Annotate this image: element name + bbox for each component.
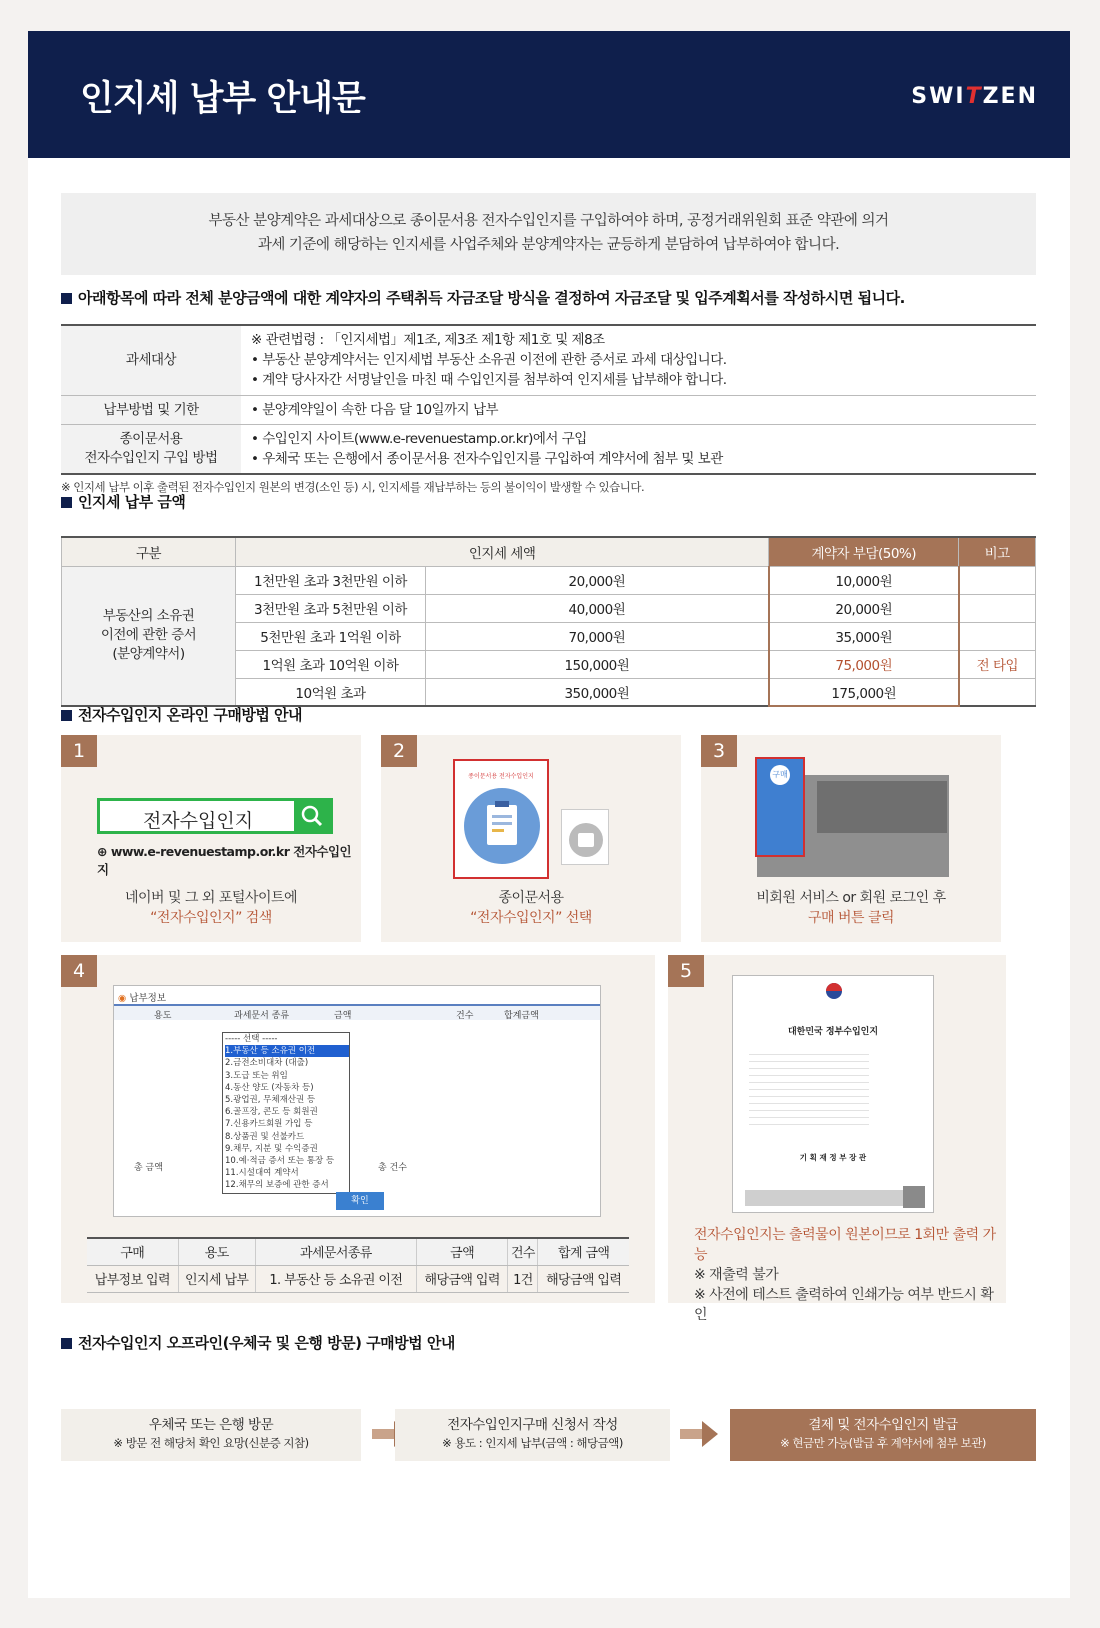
arrow-right-icon [680, 1419, 720, 1449]
purchase-method-content [241, 424, 1036, 474]
reissue-warning-note: ※ 인지세 납부 이후 출력된 전자수입인지 원본의 변경(소인 등) 시, 인지세를 재납부하는 등의 불이익이 발생할 수 있습니다. [61, 480, 645, 494]
header-cell: 구매 [87, 1238, 178, 1265]
form-header-cell: 금액 [334, 1011, 352, 1021]
caption-line-2: “전자수입인지” 검색 [150, 910, 272, 926]
offline-step-main: 결제 및 전자수입인지 발급 [808, 1417, 958, 1433]
offline-step-sub: ※ 방문 전 해당처 확인 요망(신분증 지참) [113, 1436, 309, 1450]
paper-stamp-label: 종이문서용 전자수입인지 [468, 773, 534, 780]
banner-image [817, 781, 947, 833]
step-number: 1 [61, 735, 97, 767]
section-title-offline: 전자수입인지 오프라인(우체국 및 은행 방문) 구매방법 안내 [61, 1332, 455, 1353]
revenue-stamp-certificate [732, 975, 934, 1213]
clipboard-icon [463, 787, 541, 865]
label-purchase-method: 종이문서용 전자수입인지 구입 방법 [61, 424, 241, 474]
header-cell: 과세문서종류 [255, 1238, 416, 1265]
tax-cell: 150,000원 [426, 650, 769, 678]
burden-cell: 20,000원 [769, 594, 959, 622]
tax-target-line-2: • 계약 당사자간 서명날인을 마친 때 수입인지를 첨부하여 인지세를 납부해야 합니다. [251, 372, 727, 389]
purchase-method-line-1: • 수입인지 사이트(www.e-revenuestamp.or.kr)에서 구입 [251, 430, 587, 447]
tax-cell: 350,000원 [426, 678, 769, 706]
table-header-row [62, 537, 1036, 566]
section-title-tax-amount: 인지세 납부 금액 [61, 491, 185, 512]
header-banner [28, 31, 1070, 158]
header-tax: 인지세 세액 [236, 537, 769, 566]
confirm-button[interactable]: 확인 [336, 1192, 384, 1210]
offline-step-2 [395, 1409, 670, 1461]
step-number: 4 [61, 955, 97, 987]
caption-line-2: ※ 재출력 불가 [694, 1267, 779, 1283]
burden-cell: 10,000원 [769, 566, 959, 594]
table-row [62, 566, 1036, 594]
label-payment-deadline: 납부방법 및 기한 [61, 395, 241, 424]
burden-cell: 75,000원 [769, 650, 959, 678]
tax-cell: 70,000원 [426, 622, 769, 650]
range-cell: 5천만원 초과 1억원 이하 [236, 622, 426, 650]
dropdown-option-selected[interactable]: 1.부동산 등 소유권 이전 [225, 1045, 349, 1057]
dropdown-option[interactable]: 9.채무, 지분 및 수익증권 [225, 1143, 318, 1154]
form-header-cell: 과세문서 종류 [234, 1011, 290, 1021]
dropdown-option[interactable]: 10.예·적금 증서 또는 통장 등 [225, 1156, 335, 1167]
step-caption [701, 888, 1001, 928]
payment-deadline-content: • 분양계약일이 속한 다음 달 10일까지 납부 [241, 395, 1036, 424]
remark-cell [959, 622, 1036, 650]
table-cell: 1건 [508, 1265, 538, 1292]
dropdown-option[interactable]: ----- 선택 ----- [225, 1034, 278, 1044]
dropdown-option[interactable]: 4.동산 양도 (자동차 등) [225, 1082, 314, 1093]
burden-cell: 35,000원 [769, 622, 959, 650]
dropdown-option[interactable]: 3.도급 또는 위임 [225, 1070, 288, 1081]
burden-cell: 175,000원 [769, 678, 959, 706]
header-cell: 금액 [416, 1238, 508, 1265]
search-icon [294, 801, 330, 831]
globe-icon: ⊕ [97, 844, 111, 859]
search-text: 전자수입인지 [142, 810, 254, 832]
header-remark: 비고 [959, 537, 1036, 566]
document-type-dropdown[interactable] [222, 1032, 350, 1194]
tax-info-table [61, 324, 1036, 475]
intro-line-2: 과세 기준에 해당하는 인지세를 사업주체와 분양계약자는 균등하게 분담하여 납부하여야 합니다. [257, 237, 840, 253]
header-cell: 건수 [508, 1238, 538, 1265]
dropdown-option[interactable]: 12.채무의 보증에 관한 증서 [225, 1180, 329, 1191]
law-reference: ※ 관련법령 : 「인지세법」제1조, 제3조 제1항 제1호 및 제8조 [251, 332, 605, 349]
table-cell: 해당금액 입력 [538, 1265, 629, 1292]
table-cell: 해당금액 입력 [416, 1265, 508, 1292]
brand-logo: SWITZEN [911, 84, 1038, 109]
offline-step-sub: ※ 현금만 가능(발급 후 계약서에 첨부 보관) [780, 1436, 986, 1450]
remark-cell: 전 타입 [959, 650, 1036, 678]
search-box [97, 798, 333, 834]
stamp-device-icon [568, 822, 604, 858]
step-number: 2 [381, 735, 417, 767]
section-title-online: 전자수입인지 온라인 구매방법 안내 [61, 704, 302, 725]
header-burden: 계약자 부담(50%) [769, 537, 959, 566]
table-row [87, 1265, 629, 1292]
offline-step-main: 전자수입인지구매 신청서 작성 [447, 1417, 618, 1433]
category-cell: 부동산의 소유권 이전에 관한 증서 (분양계약서) [62, 566, 236, 706]
page-title: 인지세 납부 안내문 [80, 79, 365, 119]
caption-line-1: 전자수입인지는 출력물이 원본이므로 1회만 출력 가능 [694, 1227, 996, 1263]
payment-form [113, 985, 601, 1217]
range-cell: 1억원 초과 10억원 이하 [236, 650, 426, 678]
tax-amount-table [61, 536, 1036, 707]
document-page [28, 31, 1070, 1598]
step-4-card [61, 955, 655, 1303]
site-url-text: www.e-revenuestamp.or.kr 전자수입인지 [97, 844, 352, 877]
header-category: 구분 [62, 537, 236, 566]
certificate-title: 대한민국 정부수입인지 [787, 1027, 879, 1037]
caption-line-1: 종이문서용 [498, 890, 564, 906]
purchase-method-line-2: • 우체국 또는 은행에서 종이문서용 전자수입인지를 구입하여 계약서에 첨부 및 보관 [251, 450, 723, 467]
step-1-card [61, 735, 361, 942]
remark-cell [959, 678, 1036, 706]
dropdown-option[interactable]: 6.골프장, 콘도 등 회원권 [225, 1107, 318, 1118]
form-header-cell: 건수 [456, 1011, 474, 1021]
offline-step-sub: ※ 용도 : 인지세 납부(금액 : 해당금액) [442, 1436, 623, 1450]
offline-step-main: 우체국 또는 은행 방문 [148, 1417, 274, 1433]
step-5-card [668, 955, 1006, 1323]
dropdown-option[interactable]: 5.광업권, 무체재산권 등 [225, 1095, 316, 1106]
government-emblem-icon [825, 982, 843, 1000]
step-3-card [701, 735, 1001, 942]
dropdown-option[interactable]: 11.시설대여 계약서 [225, 1168, 299, 1179]
tax-cell: 20,000원 [426, 566, 769, 594]
certificate-issuer: 기 획 재 정 부 장 관 [799, 1153, 867, 1162]
range-cell: 10억원 초과 [236, 678, 426, 706]
step-number: 5 [668, 955, 704, 987]
barcode-strip [745, 1190, 905, 1206]
range-cell: 3천만원 초과 5천만원 이하 [236, 594, 426, 622]
offline-step-1 [61, 1409, 361, 1461]
buy-button-highlight[interactable] [755, 757, 805, 857]
caption-line-3: ※ 사전에 테스트 출력하여 인쇄가능 여부 반드시 확인 [694, 1287, 994, 1323]
table-cell: 1. 부동산 등 소유권 이전 [255, 1265, 416, 1292]
intro-line-1: 부동산 분양계약은 과세대상으로 종이문서용 전자수입인지를 구입하여야 하며, 공정거래위원회 표준 약관에 의거 [208, 213, 889, 229]
payment-guide-table [87, 1237, 629, 1293]
form-header-row [114, 1004, 600, 1020]
step-caption [61, 888, 361, 928]
step-caption [668, 1225, 1006, 1325]
header-cell: 합계 금액 [538, 1238, 629, 1265]
caption-line-1: 네이버 및 그 외 포털사이트에 [124, 890, 298, 906]
caption-line-2: “전자수입인지” 선택 [470, 910, 592, 926]
form-title [118, 990, 166, 1004]
bullet-icon: ◉ [118, 993, 130, 1004]
header-cell: 용도 [178, 1238, 255, 1265]
table-row [61, 424, 1036, 474]
paper-stamp-card [453, 759, 549, 879]
section-title-funding: 아래항목에 따라 전체 분양금액에 대한 계약자의 주택취득 자금조달 방식을 결정하여 자금조달 및 입주계획서를 작성하시면 됩니다. [61, 287, 905, 308]
caption-line-1: 비회원 서비스 or 회원 로그인 후 [756, 890, 946, 906]
offline-step-3 [730, 1409, 1036, 1461]
label-tax-target: 과세대상 [61, 325, 241, 395]
total-amount-label: 총 금액 [134, 1163, 163, 1173]
tax-cell: 40,000원 [426, 594, 769, 622]
caption-line-2: 구매 버튼 클릭 [807, 910, 895, 926]
step-number: 3 [701, 735, 737, 767]
total-count-label: 총 건수 [378, 1163, 407, 1173]
qr-code [903, 1186, 925, 1208]
range-cell: 1천만원 초과 3천만원 이하 [236, 566, 426, 594]
site-url [97, 842, 361, 878]
form-header-cell: 합계금액 [504, 1011, 539, 1021]
dropdown-option[interactable]: 7.신용카드회원 가입 등 [225, 1119, 313, 1130]
remark-cell [959, 566, 1036, 594]
table-cell: 인지세 납부 [178, 1265, 255, 1292]
remark-cell [959, 594, 1036, 622]
form-title-text: 납부정보 [129, 993, 167, 1004]
dropdown-option[interactable]: 2.금전소비대차 (대출) [225, 1058, 309, 1069]
certificate-lines [749, 1048, 869, 1128]
step-caption [381, 888, 681, 928]
dropdown-option[interactable]: 8.상품권 및 선불카드 [225, 1131, 305, 1142]
form-header-cell: 용도 [154, 1011, 172, 1021]
electronic-stamp-card [561, 809, 609, 865]
buy-icon: 구매 [770, 765, 790, 785]
table-row [61, 395, 1036, 424]
table-row [61, 325, 1036, 395]
table-header-row [87, 1238, 629, 1265]
tax-target-line-1: • 부동산 분양계약서는 인지세법 부동산 소유권 이전에 관한 증서로 과세 대상입니다. [251, 352, 727, 369]
intro-box [61, 193, 1036, 275]
step-2-card [381, 735, 681, 942]
table-cell: 납부정보 입력 [87, 1265, 178, 1292]
tax-target-content [241, 325, 1036, 395]
